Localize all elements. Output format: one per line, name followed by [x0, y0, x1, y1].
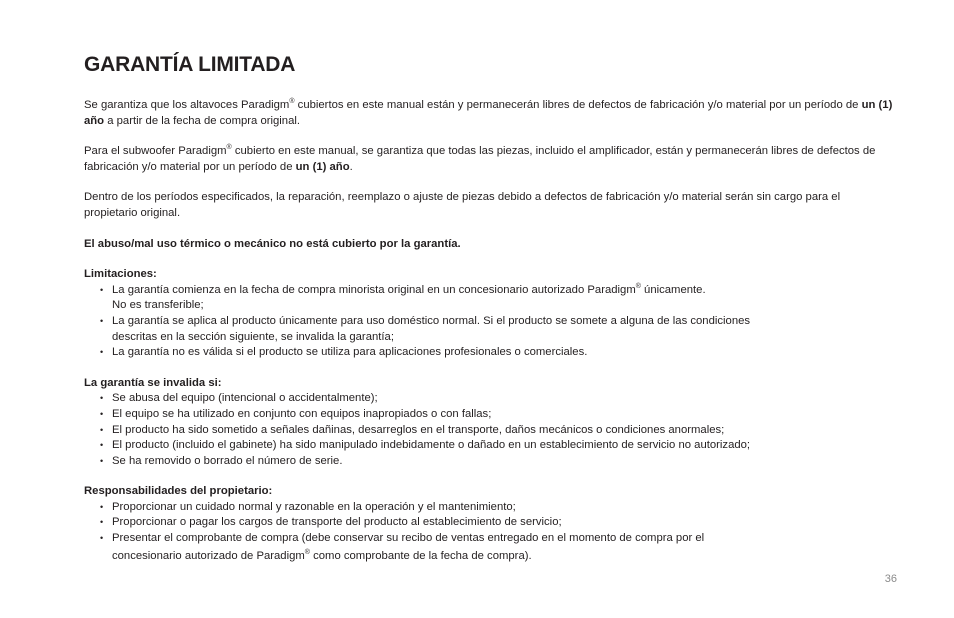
list-item: • Se ha removido o borrado el número de serie. [100, 454, 894, 470]
owner-responsibilities-heading: Responsabilidades del propietario: [84, 485, 273, 498]
list-item: • El equipo se ha utilizado en conjunto con equipos inapropiados o con fallas; [100, 407, 894, 423]
warranty-period: un (1) año [84, 99, 893, 127]
list-item-line [112, 283, 894, 299]
paragraph-text: a partir de la fecha de compra original. [104, 114, 301, 127]
list-item-line: • La garantía se aplica al producto únicamente para uso doméstico normal. Si el producto se somete a alguna de las condiciones [112, 314, 751, 327]
list-item: • El producto ha sido sometido a señales dañinas, desarreglos en el transporte, daños mecánicos o condiciones anormales; [100, 423, 894, 439]
list-item-text: como comprobante de la fecha de compra). [309, 549, 532, 562]
limitations-heading: Limitaciones: [84, 268, 157, 281]
list-item [100, 314, 894, 345]
registered-mark: ® [289, 98, 295, 106]
list-item [100, 531, 894, 564]
list-item-line: No es transferible; [112, 299, 204, 312]
owner-responsibilities-list [84, 500, 894, 564]
list-item-line: • Presentar el comprobante de compra (debe conservar su recibo de ventas entregado en el momento de compra por el [112, 532, 705, 545]
paragraph-text: cubierto en este manual, se garantiza que todas las piezas, incluido el amplificador, están y permanecerán libres de defectos de fabricación y/o material por un período de [84, 145, 876, 173]
list-item-text: concesionario autorizado de Paradigm [112, 549, 305, 562]
list-item: • Proporcionar o pagar los cargos de transporte del producto al establecimiento de servicio; [100, 515, 894, 531]
list-item: • El producto (incluido el gabinete) ha sido manipulado indebidamente o dañado en un establecimiento de servicio no autorizado; [100, 438, 894, 454]
list-item-line: • La garantía no es válida si el producto se utiliza para aplicaciones profesionales o comerciales. [112, 346, 588, 359]
registered-mark: ® [226, 144, 232, 152]
paragraph-text: cubiertos en este manual están y permanecerán libres de defectos de fabricación y/o material por un período de [294, 99, 862, 111]
abuse-notice: El abuso/mal uso térmico o mecánico no está cubierto por la garantía. [84, 237, 461, 250]
paragraph-text: Se garantiza que los altavoces Paradigm [84, 99, 290, 111]
list-item: • Se abusa del equipo (intencional o accidentalmente); [100, 391, 894, 407]
list-item: • Proporcionar un cuidado normal y razonable en la operación y el mantenimiento; [100, 500, 894, 516]
void-conditions-heading: La garantía se invalida si: [84, 376, 222, 389]
warranty-paragraph-subwoofer [84, 144, 894, 175]
list-item [100, 345, 894, 361]
list-item-text: únicamente. [640, 283, 706, 296]
list-item [100, 283, 894, 314]
paragraph-text: Para el subwoofer Paradigm [84, 145, 227, 158]
list-item-text: La garantía comienza en la fecha de compra minorista original en un concesionario autorizado Paradigm [112, 283, 636, 296]
limitations-list [84, 283, 894, 361]
list-item-line [112, 549, 894, 565]
paragraph-text: . [349, 160, 353, 173]
page-title: GARANTÍA LIMITADA [84, 53, 296, 76]
void-conditions-list [84, 391, 894, 469]
warranty-page [84, 52, 894, 579]
registered-mark: ® [304, 548, 310, 556]
list-item-line: descritas en la sección siguiente, se invalida la garantía; [112, 330, 394, 343]
registered-mark: ® [635, 282, 641, 290]
page-number: 36 [884, 573, 897, 585]
warranty-period: un (1) año [295, 160, 350, 173]
warranty-paragraph-speakers [84, 98, 894, 129]
warranty-paragraph-repairs: Dentro de los períodos especificados, la reparación, reemplazo o ajuste de piezas debido a defectos de fabricación y/o material serán sin cargo para el propietario original. [84, 191, 841, 219]
